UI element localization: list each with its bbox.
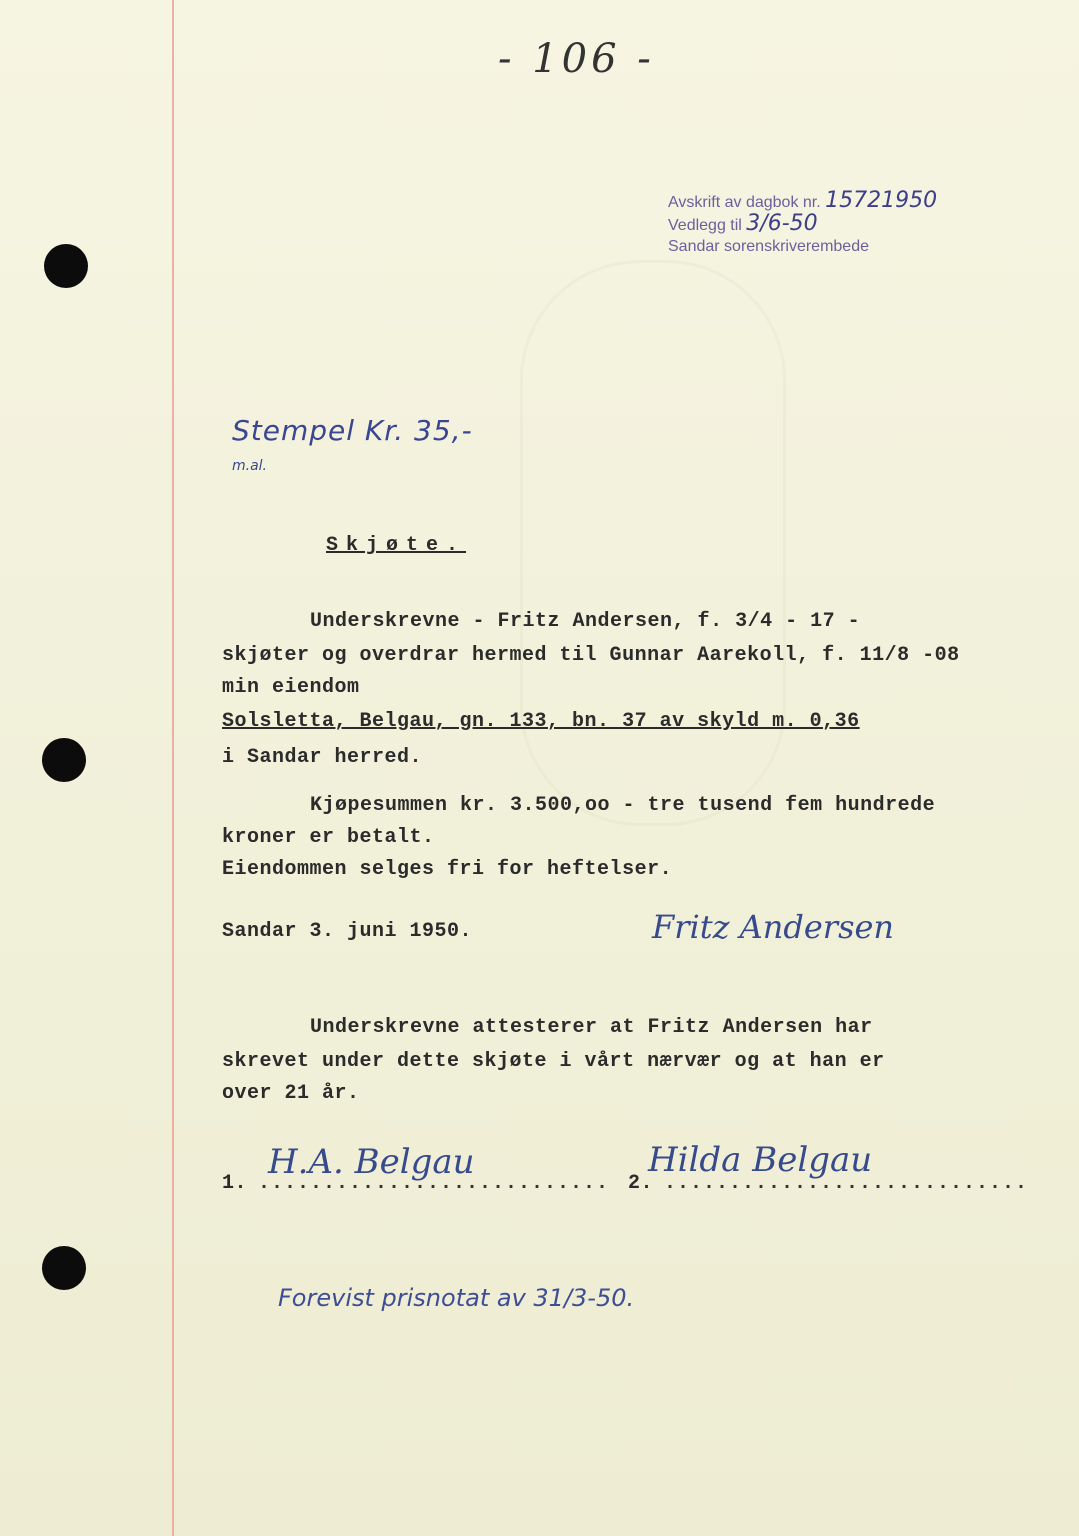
witness2-dotted-line: ............................ [664,1172,1029,1195]
registry-stamp [668,190,988,257]
place-date: Sandar 3. juni 1950. [222,920,473,943]
price-line-3: Eiendommen selges fri for heftelser. [222,858,673,881]
punch-hole-top [44,244,88,288]
document-title: Skjøte. [326,534,467,557]
witness1-dotted-line: ........................... [258,1172,610,1195]
body-line-3: min eiendom [222,676,360,699]
stempel-note: Stempel Kr. 35,- [232,414,473,447]
stamp-line1-printed: Avskrift av [668,194,742,211]
body-line-1: Underskrevne - Fritz Andersen, f. 3/4 - 17 - [310,610,861,633]
witness1-label: 1. [222,1172,248,1195]
seller-signature: Fritz Andersen [652,908,895,946]
price-line-1: Kjøpesummen kr. 3.500,oo - tre tusend fem hundrede [310,794,936,817]
stamp-line2-hand: 3/6-50 [746,211,818,236]
price-line-2: kroner er betalt. [222,826,435,849]
attest-line-3: over 21 år. [222,1082,360,1105]
watermark [520,260,786,826]
witness2-label: 2. [628,1172,654,1195]
punch-hole-middle [42,738,86,782]
property-line: Solsletta, Belgau, gn. 133, bn. 37 av skyld m. 0,36 [222,710,860,733]
stamp-line1-mid: dagbok nr. [745,194,821,211]
stamp-line3: Sandar sorenskriverembede [668,238,869,255]
stempel-initials: m.al. [232,458,268,474]
margin-rule [172,0,174,1536]
attest-line-1: Underskrevne attesterer at Fritz Andersen har [310,1016,873,1039]
stamp-line2-printed: Vedlegg til [668,217,742,234]
witness2-signature: Hilda Belgau [648,1140,873,1180]
page-number: - 106 - [498,36,655,82]
handwritten-note: Forevist prisnotat av 31/3-50. [278,1284,635,1312]
attest-line-2: skrevet under dette skjøte i vårt nærvær og at han er [222,1050,885,1073]
stamp-line1-year: 1950 [881,188,938,213]
witness1-signature: H.A. Belgau [268,1142,475,1182]
herred-line: i Sandar herred. [222,746,423,769]
punch-hole-bottom [42,1246,86,1290]
body-line-2: skjøter og overdrar hermed til Gunnar Aarekoll, f. 11/8 -08 [222,644,960,667]
stamp-line1-hand: 1572 [825,188,882,213]
